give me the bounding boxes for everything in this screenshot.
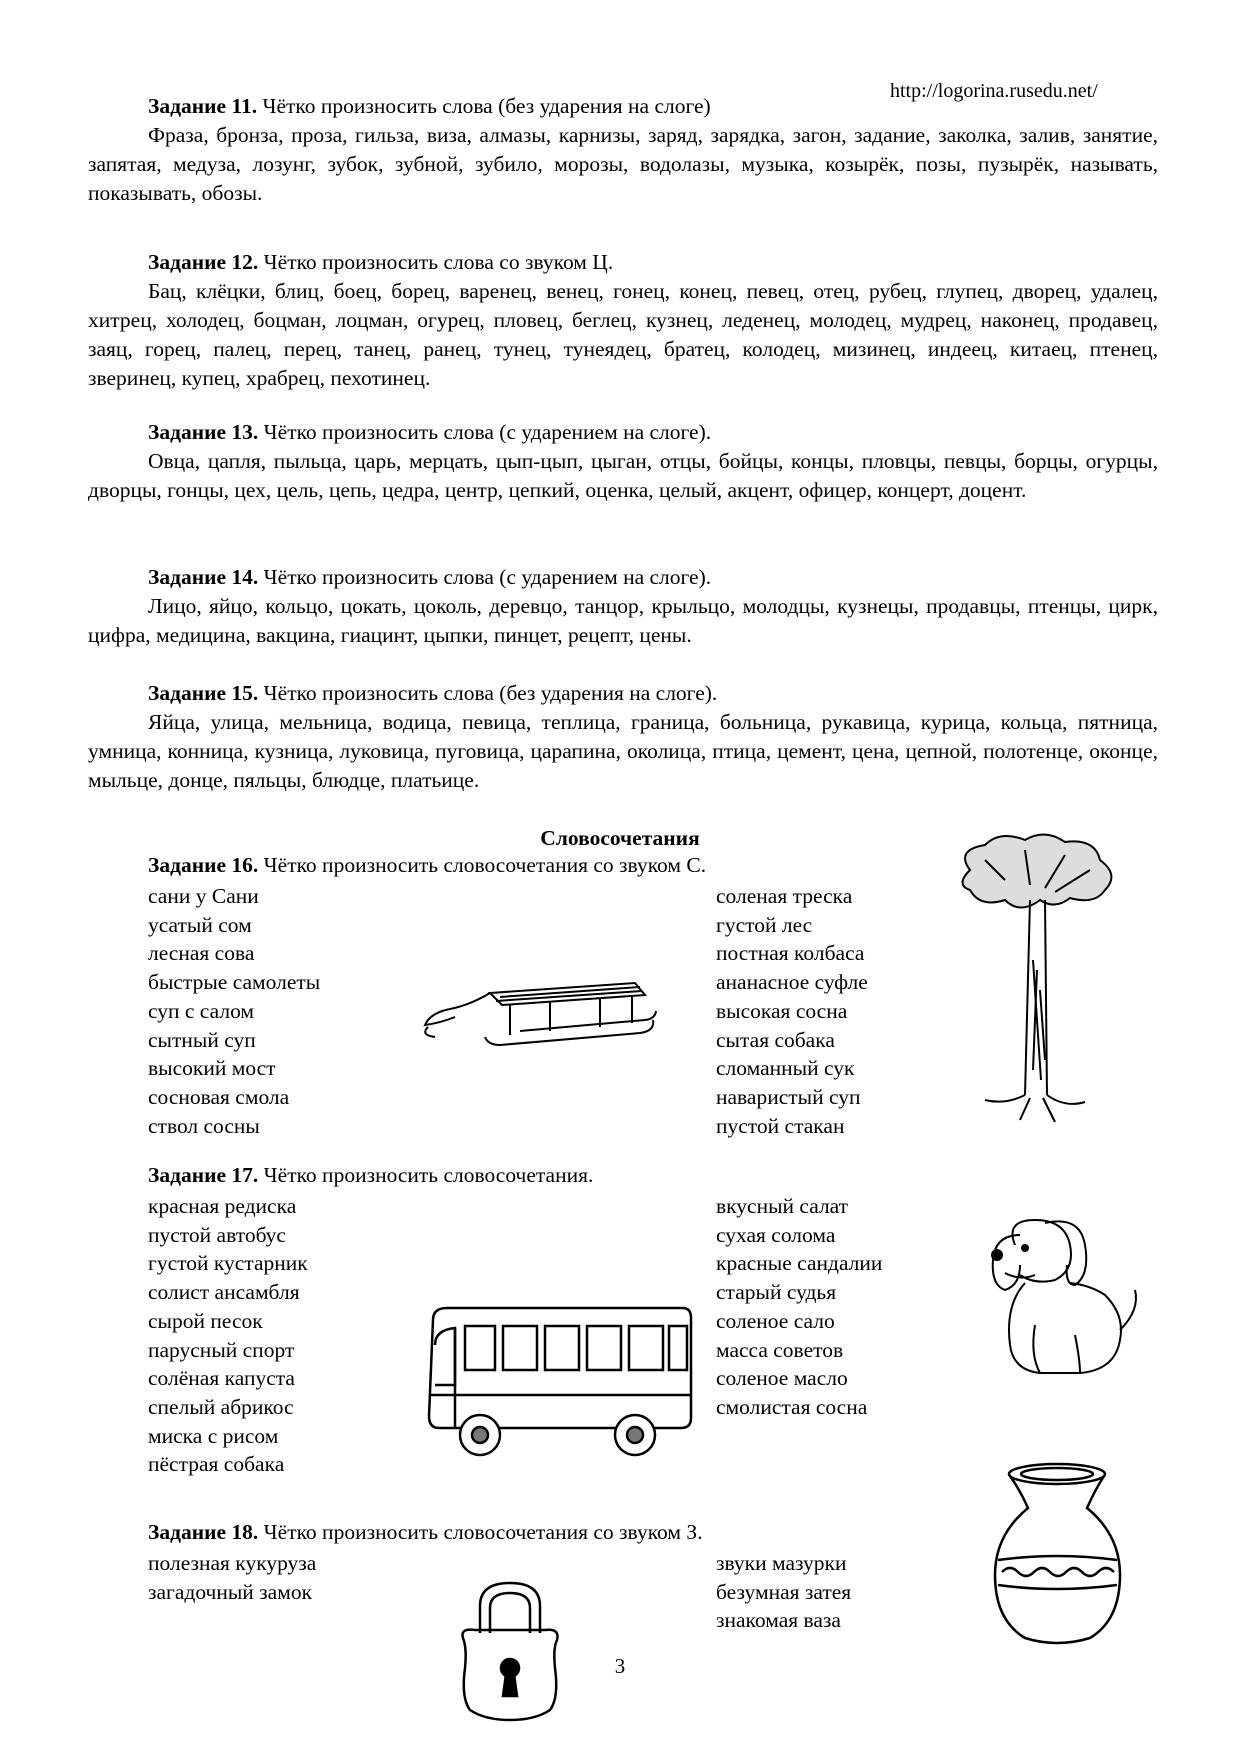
task-words: Лицо, яйцо, кольцо, цокать, цоколь, деревцо, танцор, крыльцо, молодцы, кузнецы, продавцы, птенцы, цирк, цифра, медицина, вакцина, гиацинт, цыпки, пинцет, рецепт, цены. [88,594,1158,647]
task-12 [88,248,1158,393]
phrase: звуки мазурки [716,1551,847,1575]
phrase: масса советов [716,1337,844,1362]
vase-illustration [990,1460,1125,1650]
phrase: старый судья [716,1280,837,1305]
phrase: парусный спорт [148,1337,295,1362]
task-words: Яйца, улица, мельница, водица, певица, теплица, граница, больница, рукавица, курица, кольца, пятница, умница, конница, кузница, луковица, пуговица, царапина, околица, птица, цемент, цена, цепной, полотенце, оконце, мыльце, донце, пяльцы, блюдце, платьице. [88,710,1158,792]
phrase: высокая сосна [716,998,848,1023]
task-label: Задание 11. [148,94,258,118]
task-15 [88,679,1158,795]
task-16-left-column [148,882,320,1140]
phrase: сырой песок [148,1308,263,1333]
phrase: солист ансамбля [148,1280,300,1305]
task-instruction: Чётко произносить слова (без ударения на слоге) [257,94,711,118]
task-17-right-column [716,1192,882,1422]
task-instruction: Чётко произносить слова (с ударением на слоге). [258,420,712,444]
phrase: лесная сова [148,941,255,966]
phrase: пустой стакан [716,1113,845,1138]
task-16-right-column [716,882,868,1140]
phrase: ананасное суфле [716,970,868,995]
phrase: сытая собака [716,1027,835,1052]
phrase: спелый абрикос [148,1394,294,1419]
phrase: безумная затея [716,1579,852,1604]
phrase: соленая треска [716,884,853,908]
page-number: 3 [614,1654,626,1678]
task-words: Овца, цапля, пыльца, царь, мерцать, цып-цып, цыган, отцы, бойцы, концы, пловцы, певцы, борцы, огурцы, дворцы, гонцы, цех, цель, цепь, цедра, центр, цепкий, оценка, целый, акцент, офицер, концерт, доцент. [88,449,1158,502]
sled-illustration [410,965,660,1055]
header-url: http://logorina.rusedu.net/ [890,80,1098,102]
phrase: соленое масло [716,1366,848,1391]
task-16-title [148,853,706,878]
phrase: густой кустарник [148,1251,308,1276]
task-label: Задание 12. [148,250,259,274]
task-instruction: Чётко произносить слова (без ударения на слоге). [258,681,718,705]
task-18-right-column [716,1549,851,1635]
task-13 [88,418,1158,505]
task-17-left-column [148,1192,308,1479]
task-11 [88,92,1158,208]
task-instruction: Чётко произносить слова со звуком Ц. [258,250,614,274]
phrase: миска с рисом [148,1423,279,1448]
phrase: сухая солома [716,1222,836,1247]
task-words: Бац, клёцки, блиц, боец, борец, варенец, венец, гонец, конец, певец, отец, рубец, глупец, дворец, удалец, хитрец, холодец, боцман, лоцман, огурец, пловец, беглец, кузнец, леденец, молодец, мудрец, наконец, продавец, заяц, горец, палец, перец, танец, ранец, тунец, тунеядец, братец, колодец, мизинец, индеец, китаец, птенец, зверинец, купец, храбрец, пехотинец. [88,279,1158,390]
task-label: Задание 14. [148,565,259,589]
padlock-illustration [455,1578,565,1723]
phrase: суп с салом [148,998,255,1023]
phrase: полезная кукуруза [148,1551,317,1575]
phrase: усатый сом [148,912,252,937]
task-18-left-column [148,1549,316,1606]
section-heading: Словосочетания [540,826,700,850]
phrase: сытный суп [148,1027,256,1052]
phrase: красная редиска [148,1194,297,1218]
task-18-title [148,1520,703,1545]
phrase: сани у Сани [148,884,259,908]
phrase: высокий мост [148,1056,276,1081]
phrase: соленое сало [716,1308,835,1333]
phrase: загадочный замок [148,1579,313,1604]
phrase: сосновая смола [148,1084,290,1109]
task-instruction: Чётко произносить словосочетания. [258,1163,594,1187]
task-17-title [148,1163,593,1188]
phrase: быстрые самолеты [148,970,321,995]
task-14 [88,563,1158,650]
phrase: пустой автобус [148,1222,286,1247]
task-label: Задание 13. [148,420,259,444]
phrase: сломанный сук [716,1056,855,1081]
phrase: густой лес [716,912,813,937]
task-label: Задание 17. [148,1163,259,1187]
dog-illustration [985,1215,1145,1385]
phrase: смолистая сосна [716,1394,868,1419]
task-instruction: Чётко произносить слова (с ударением на слоге). [258,565,712,589]
task-instruction: Чётко произносить словосочетания со звуком З. [258,1520,703,1544]
phrase: знакомая ваза [716,1608,841,1633]
bus-illustration [425,1300,695,1460]
tree-illustration [945,830,1125,1130]
phrase: ствол сосны [148,1113,260,1138]
phrase: пёстрая собака [148,1452,285,1477]
phrase: вкусный салат [716,1194,849,1218]
task-words: Фраза, бронза, проза, гильза, виза, алмазы, карнизы, заряд, зарядка, загон, задание, заколка, залив, занятие, запятая, медуза, лозунг, зубок, зубной, зубило, морозы, водолазы, музыка, козырёк, позы, пузырёк, называть, показывать, обозы. [88,123,1158,205]
phrase: наваристый суп [716,1084,861,1109]
task-label: Задание 16. [148,853,259,877]
task-instruction: Чётко произносить словосочетания со звуком С. [258,853,707,877]
phrase: красные сандалии [716,1251,883,1276]
phrase: солёная капуста [148,1366,295,1391]
phrase: постная колбаса [716,941,865,966]
task-label: Задание 18. [148,1520,259,1544]
task-label: Задание 15. [148,681,259,705]
